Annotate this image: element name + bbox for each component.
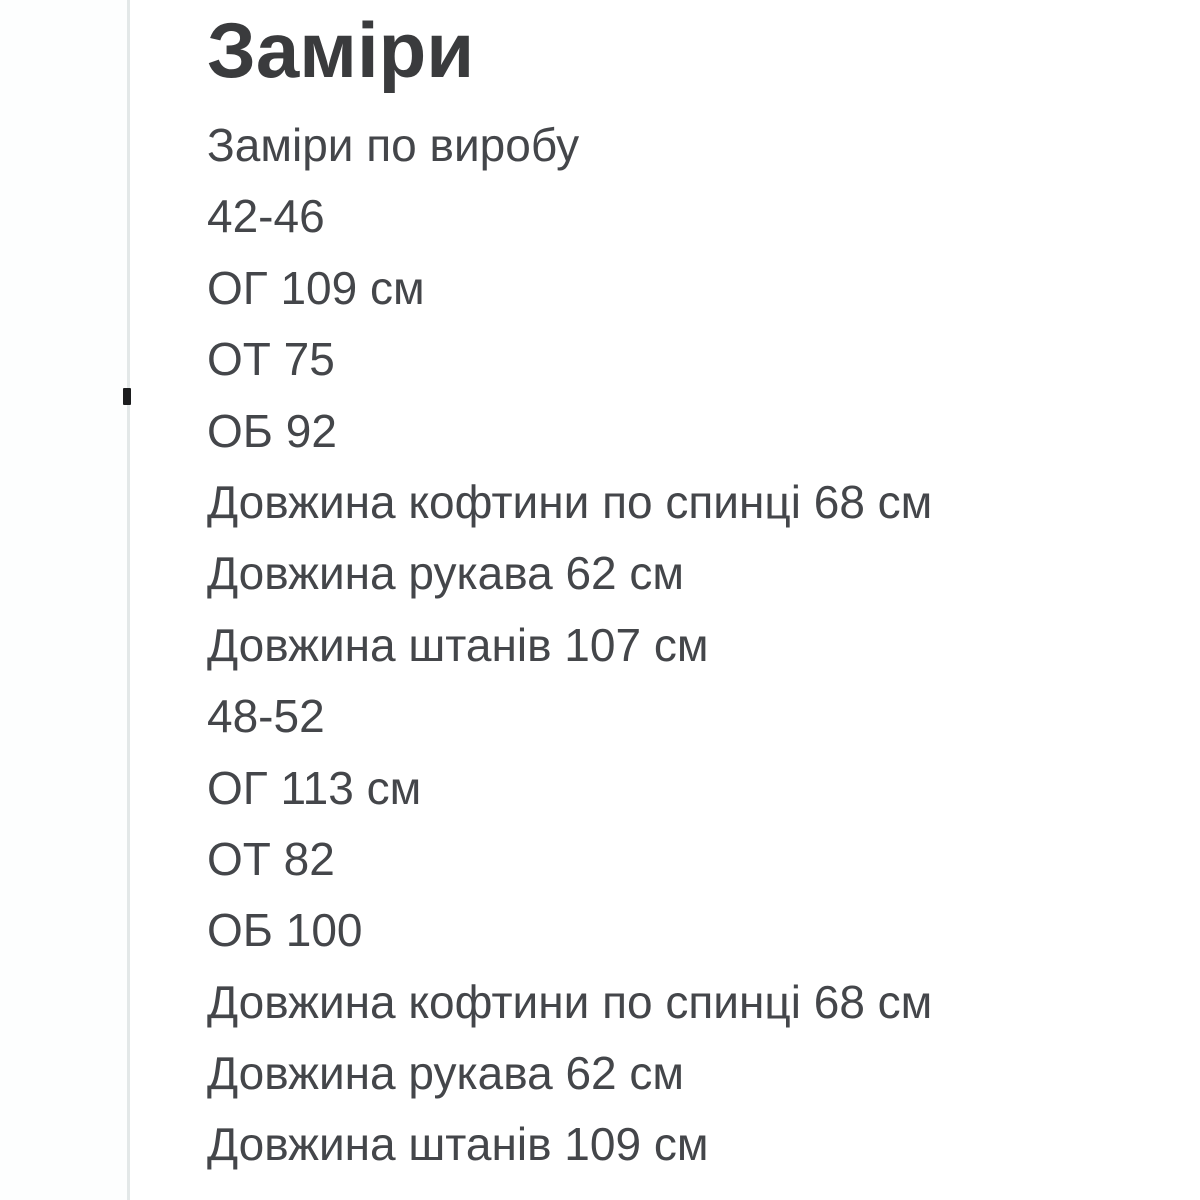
measurement-line: 42-46 (207, 190, 325, 243)
measurement-line: Довжина кофтини по спинці 68 см (207, 975, 933, 1028)
measurement-line: ОГ 109 см (207, 261, 425, 314)
measurement-line: Заміри по виробу (207, 119, 580, 171)
page-title: Заміри (207, 6, 475, 94)
measurement-line: ОБ 100 (207, 904, 363, 957)
page-left-edge-divider (0, 0, 130, 1200)
measurement-line: ОТ 75 (207, 333, 335, 386)
measurement-line: Довжина кофтини по спинці 68 см (207, 475, 933, 528)
measurement-line: ОТ 82 (207, 832, 335, 885)
measurement-lines (207, 110, 1177, 1181)
measurement-line: 48-52 (207, 690, 325, 743)
edge-tick-mark (123, 388, 131, 405)
measurements-content (207, 0, 1177, 1171)
measurement-line: Довжина штанів 109 см (207, 1118, 709, 1171)
measurement-line: ОГ 113 см (207, 761, 422, 814)
measurement-line: Довжина рукава 62 см (207, 1047, 685, 1100)
measurement-line: Довжина штанів 107 см (207, 618, 709, 671)
measurement-line: ОБ 92 (207, 404, 337, 457)
measurement-line: Довжина рукава 62 см (207, 547, 685, 600)
